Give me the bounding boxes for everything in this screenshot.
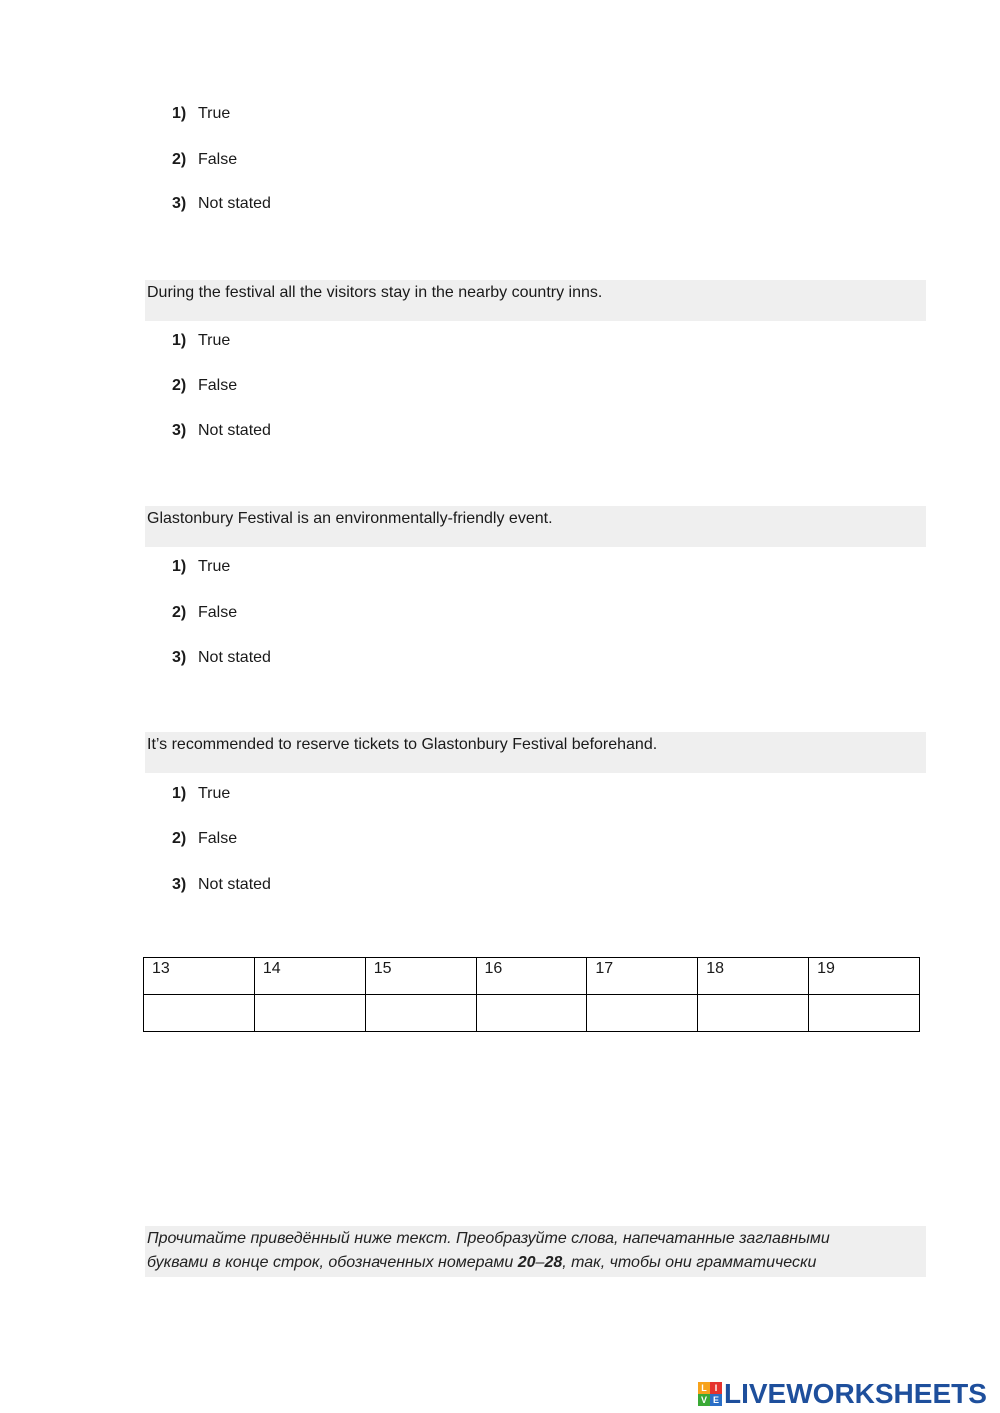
- option-label: Not stated: [198, 195, 271, 212]
- option-label: True: [198, 332, 231, 349]
- option-number: 3): [172, 422, 187, 439]
- option-label: Not stated: [198, 876, 271, 893]
- answer-table-header: 18: [698, 958, 809, 995]
- option-number: 2): [172, 830, 187, 847]
- option-label: False: [198, 604, 238, 621]
- option-2[interactable]: [172, 376, 237, 396]
- option-number: 3): [172, 195, 187, 212]
- option-number: 1): [172, 105, 187, 122]
- answer-cell[interactable]: [476, 995, 587, 1032]
- logo-letter: V: [698, 1394, 710, 1406]
- option-number: 2): [172, 151, 187, 168]
- instructions-text: , так, чтобы они грамматически: [562, 1254, 817, 1271]
- question-statement: During the festival all the visitors stay in the nearby country inns.: [145, 280, 926, 321]
- answer-cell[interactable]: [254, 995, 365, 1032]
- answer-table-header-row: [144, 958, 920, 995]
- option-number: 3): [172, 649, 187, 666]
- option-number: 2): [172, 604, 187, 621]
- answer-table-header: 15: [365, 958, 476, 995]
- option-2[interactable]: [172, 829, 237, 849]
- answer-table-header: 17: [587, 958, 698, 995]
- option-2[interactable]: [172, 150, 237, 170]
- option-number: 2): [172, 377, 187, 394]
- option-label: False: [198, 377, 238, 394]
- option-label: False: [198, 151, 238, 168]
- answer-cell[interactable]: [144, 995, 255, 1032]
- answer-table-header: 16: [476, 958, 587, 995]
- option-2[interactable]: [172, 603, 237, 623]
- answer-table-header: 19: [809, 958, 920, 995]
- liveworksheets-logo: [698, 1378, 987, 1410]
- option-number: 1): [172, 332, 187, 349]
- option-label: True: [198, 558, 231, 575]
- option-label: True: [198, 785, 231, 802]
- option-number: 3): [172, 876, 187, 893]
- logo-letter: E: [710, 1394, 722, 1406]
- option-1[interactable]: [172, 784, 230, 804]
- option-3[interactable]: [172, 194, 271, 214]
- brand-name: LIVEWORKSHEETS: [724, 1378, 987, 1409]
- answer-table-header: 13: [144, 958, 255, 995]
- option-label: Not stated: [198, 649, 271, 666]
- option-number: 1): [172, 558, 187, 575]
- range-dash: –: [535, 1254, 545, 1271]
- answer-table: [143, 957, 920, 1032]
- option-label: Not stated: [198, 422, 271, 439]
- option-1[interactable]: [172, 331, 230, 351]
- answer-table-header: 14: [254, 958, 365, 995]
- range-start: 20: [517, 1254, 536, 1271]
- instructions-line-1: Прочитайте приведённый ниже текст. Преобразуйте слова, напечатанные заглавными: [147, 1230, 830, 1247]
- option-3[interactable]: [172, 875, 271, 895]
- question-statement: It’s recommended to reserve tickets to Glastonbury Festival beforehand.: [145, 732, 926, 773]
- task-instructions: [145, 1226, 926, 1277]
- answer-cell[interactable]: [365, 995, 476, 1032]
- answer-cell[interactable]: [587, 995, 698, 1032]
- question-statement: Glastonbury Festival is an environmentally-friendly event.: [145, 506, 926, 547]
- live-icon: [698, 1382, 722, 1406]
- instructions-text: буквами в конце строк, обозначенных номерами: [147, 1254, 518, 1271]
- logo-letter: L: [698, 1382, 710, 1394]
- range-end: 28: [544, 1254, 563, 1271]
- option-label: True: [198, 105, 231, 122]
- logo-letter: I: [710, 1382, 722, 1394]
- option-label: False: [198, 830, 238, 847]
- option-1[interactable]: [172, 104, 230, 124]
- option-1[interactable]: [172, 557, 230, 577]
- answer-cell[interactable]: [698, 995, 809, 1032]
- option-3[interactable]: [172, 648, 271, 668]
- instructions-line-2: [147, 1251, 924, 1275]
- answer-cell[interactable]: [809, 995, 920, 1032]
- option-number: 1): [172, 785, 187, 802]
- option-3[interactable]: [172, 421, 271, 441]
- answer-table-input-row: [144, 995, 920, 1032]
